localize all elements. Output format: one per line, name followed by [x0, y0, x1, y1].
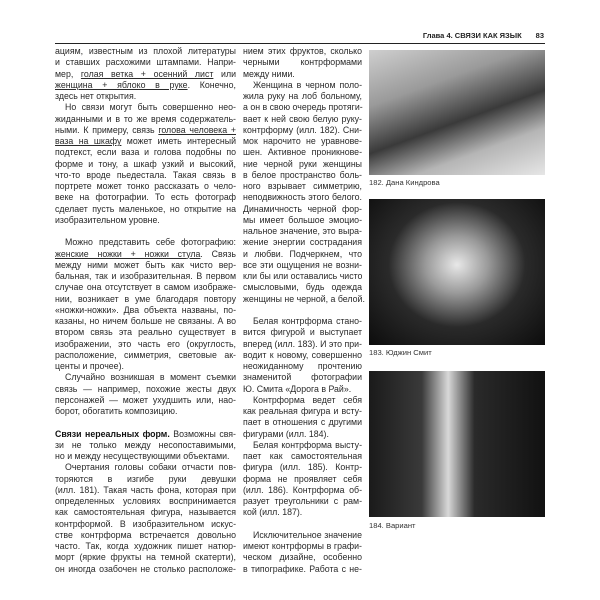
figure-caption: 183. Юджин Смит	[369, 348, 432, 357]
text-line: подтекст, если ваза и голова подобны по	[55, 147, 236, 158]
text-line: как самостоятельная фигура, называется	[55, 507, 236, 518]
text-line: женщины не черной, а белой.	[243, 293, 365, 304]
text-line: центы и прочее).	[55, 361, 124, 371]
paragraph	[55, 462, 236, 575]
text-line: стве контрформа встречается довольно	[55, 529, 236, 540]
paragraph	[243, 316, 362, 395]
text-line: знаменитой фотографии	[243, 372, 362, 383]
text-line: между ними.	[243, 68, 295, 79]
text-line: борот, обогатить композицию.	[55, 406, 178, 416]
text-line: Очертания головы собаки отчасти пов-	[65, 462, 236, 473]
text-line: но и между несуществующими объектами.	[55, 451, 230, 461]
text-line: определенных условиях воспринимается	[55, 496, 236, 506]
text-line: и ставших расхожими штампами. Напри-	[55, 57, 236, 68]
text-line: вает к ней свою белую руку-	[243, 113, 362, 124]
paragraph	[243, 530, 362, 575]
chapter-title: Глава 4. СВЯЗИ КАК ЯЗЫК	[422, 31, 522, 40]
text-line: Белая контрформа высту-	[253, 439, 362, 450]
paragraph	[243, 79, 365, 305]
underlined-phrase: голая ветка + осенний лист	[80, 68, 214, 79]
text-line: пает как самостоятельная	[243, 451, 362, 461]
text-line: неподвижность этого белого.	[243, 192, 362, 203]
text-line: связь — например, похожие жесты двух	[55, 383, 236, 394]
photo-illustration-182	[369, 50, 545, 175]
text-line: а он в свою очередь протяги-	[243, 102, 363, 113]
underlined-phrase: ваза на шкафу	[55, 136, 122, 146]
text-line: в белое пространство боль-	[243, 169, 362, 180]
paragraph	[243, 46, 362, 80]
text-column-left	[55, 46, 236, 575]
text-line: изобразительном уровне.	[55, 214, 160, 225]
text-line: Контрформа ведет себя	[253, 394, 362, 405]
text-line: мок нарочито не уравнове-	[243, 136, 362, 146]
text-line: Динамичность черной фор-	[243, 203, 362, 214]
text-line: имеют контрформы в графи-	[243, 541, 362, 551]
text-line: Но связи могут быть совершенно нео-	[65, 102, 236, 113]
text-line: что-то вроде пьедестала. Такая связь в	[55, 169, 236, 180]
text-line: водит к новому, совершенно	[243, 349, 362, 360]
text-line: в типографике. Работа с не-	[243, 563, 362, 574]
text-line: фигурами (илл. 184).	[243, 428, 329, 439]
text-line: жение энергии сострадания	[243, 237, 362, 248]
paragraph-gap	[243, 305, 362, 316]
header-rule	[55, 43, 545, 44]
figure-caption: 182. Дана Киндрова	[369, 178, 440, 187]
text-line: ного взрывает симметрию,	[243, 181, 362, 191]
paragraph	[243, 440, 362, 519]
page-number: 83	[535, 31, 544, 40]
text-line: вится фигурой и выступает	[243, 327, 362, 338]
text-line: вперед (илл. 183). И это при-	[243, 338, 362, 349]
text-line: кой (илл. 187).	[243, 507, 303, 518]
text-line: здесь нет открытия.	[55, 91, 137, 101]
text-line: (илл. 181). Такая часть фона, которая при	[55, 484, 236, 495]
text-line: торяются в изгибе руки девушки	[55, 473, 236, 484]
text-line: веке на фотографии. То есть фотограф	[55, 192, 236, 203]
paragraph	[243, 395, 362, 440]
text-line: ваза на шкафу может иметь интересный	[55, 136, 237, 146]
text-column-middle	[243, 46, 365, 575]
text-line: шен. Активное проникнове-	[243, 147, 362, 158]
text-line: кли бы или оставались чисто	[243, 271, 363, 281]
text-line: Белая контрформа стано-	[253, 316, 362, 326]
paragraph-gap	[55, 226, 236, 237]
running-header	[423, 31, 544, 40]
photo-illustration-183	[369, 199, 545, 345]
text-line: форме и тону, а шкаф узкий и высокий,	[55, 158, 236, 169]
text-line: зи не только между несопоставимыми,	[55, 439, 236, 450]
figure-caption: 184. Вариант	[369, 521, 416, 530]
text-line: неожиданному прочтению	[243, 361, 362, 371]
paragraph-gap	[55, 417, 236, 428]
text-line: мер, голая ветка + осенний лист или	[55, 68, 236, 79]
text-line: Можно представить себе фотографию:	[65, 237, 236, 248]
text-line: (илл. 186). Контрформа об-	[243, 484, 362, 495]
text-line: нальное значение, это выра-	[243, 226, 362, 236]
text-line: Связи нереальных форм. Возможны свя-	[55, 428, 236, 439]
paragraph	[55, 429, 236, 463]
underlined-phrase: женщина + яблоко в руке	[55, 79, 188, 90]
text-line: и любви. Подчеркнем, что	[243, 248, 362, 259]
text-line: случае она отсутствует в самом изображе-	[55, 282, 236, 293]
paragraph	[55, 46, 236, 102]
text-line: Женщина в черном поло-	[253, 79, 362, 90]
text-line: изображении, это часть его (округлость,	[55, 338, 236, 349]
text-line: сделает пусть маленькое, но открытие на	[55, 203, 236, 214]
text-line: контрформу (илл. 182). Сни-	[243, 124, 362, 135]
text-line: фигура (илл. 185). Контр-	[243, 462, 362, 473]
text-line: нием этих фруктов, сколько	[243, 46, 362, 56]
text-line: втором связь эта реально существует в	[55, 327, 236, 338]
text-line: расположение, симметрия, световые ак-	[55, 349, 236, 360]
text-line: нии, возникает в уме благодаря повтору	[55, 293, 236, 304]
text-line: ческом дизайне, особенно	[243, 552, 362, 563]
paragraph	[55, 237, 236, 372]
text-line: ными. К примеру, связь голова человека +	[55, 124, 236, 135]
text-line: он иногда озабочен не столько расположе-	[55, 563, 236, 574]
text-line: ациям, известным из плохой литературы	[55, 46, 236, 56]
paragraph	[55, 102, 236, 226]
text-line: часто. Так, когда художник пишет натюр-	[55, 541, 236, 551]
paragraph	[55, 372, 236, 417]
text-line: Ю. Смита «Дорога в Рай».	[243, 383, 352, 394]
text-line: жила руку на лоб больному,	[243, 91, 362, 101]
photo-illustration-184	[369, 371, 545, 517]
text-line: между ними может быть как чисто вер-	[55, 259, 236, 270]
text-line: портрете может тонко рассказать о чело-	[55, 181, 236, 191]
text-line: ние черной руки женщины	[243, 158, 362, 169]
text-line: казаны, но ничем больше не связаны. А во	[55, 316, 236, 326]
text-line: форма не проявляет себя	[243, 473, 362, 484]
text-line: как реальная фигура и всту-	[243, 406, 362, 416]
text-line: смысловыми, будь одежда	[243, 282, 362, 293]
text-line: разует треугольники с рам-	[243, 496, 362, 506]
text-line: женские ножки + ножки стула. Связь	[55, 248, 236, 259]
text-line: жиданными и в то же время содержатель-	[55, 113, 236, 124]
text-line: все эти ощущения не возни-	[243, 259, 362, 270]
text-line: женщина + яблоко в руке. Конечно,	[55, 79, 236, 90]
text-line: пает в отношения с другими	[243, 417, 362, 428]
text-line: персонажей — может ухудшить или, нао-	[55, 394, 236, 405]
text-line: морт (яркие фрукты на темной скатерти),	[55, 552, 236, 563]
text-line: Случайно возникшая в момент съемки	[65, 372, 236, 383]
text-line: «ножки-ножки». Два объекта названы, по-	[55, 304, 236, 315]
paragraph-gap	[243, 519, 362, 530]
text-line: мы имеет большое эмоцио-	[243, 214, 362, 225]
bold-heading: Связи нереальных форм.	[55, 428, 170, 439]
underlined-phrase: женские ножки + ножки стула	[55, 248, 201, 259]
text-line: Исключительное значение	[253, 529, 362, 540]
text-line: бальная, так и изобразительная. В первом	[55, 271, 236, 281]
underlined-phrase: голова человека +	[158, 124, 236, 135]
text-line: черными контрформами	[243, 57, 362, 68]
text-line: контрформой. В изобразительном искус-	[55, 518, 236, 529]
